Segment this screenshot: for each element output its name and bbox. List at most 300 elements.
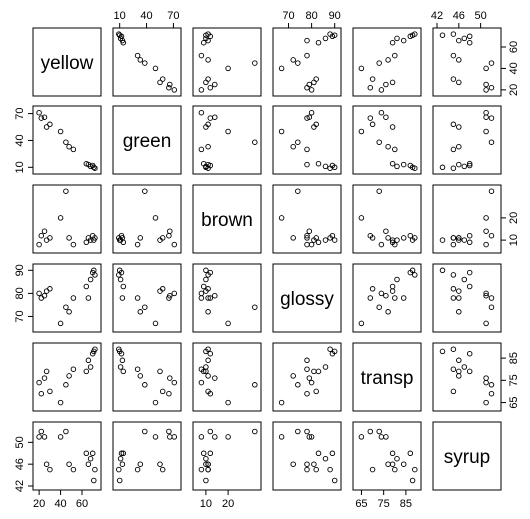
- point-green-transp-1: [167, 391, 172, 396]
- point-transp-glossy-4: [370, 287, 375, 292]
- point-syrup-transp-12: [467, 351, 472, 356]
- point-transp-brown-11: [395, 238, 400, 243]
- panel-green-vs-transp: [353, 106, 421, 174]
- point-green-yellow-7: [138, 58, 143, 63]
- point-yellow-transp-3: [44, 369, 49, 374]
- tick-label-yellow-40: 40: [507, 62, 520, 75]
- point-transp-syrup-2: [384, 435, 389, 440]
- point-syrup-yellow-2: [484, 82, 489, 87]
- point-green-glossy-9: [121, 284, 126, 289]
- point-yellow-syrup-9: [84, 451, 89, 456]
- point-transp-glossy-14: [413, 273, 418, 278]
- point-green-transp-6: [143, 383, 148, 388]
- point-green-syrup-14: [117, 467, 122, 472]
- point-transp-syrup-14: [413, 467, 418, 472]
- point-syrup-glossy-5: [484, 321, 489, 326]
- point-glossy-brown-11: [323, 238, 328, 243]
- point-glossy-transp-14: [328, 347, 333, 352]
- point-yellow-glossy-9: [84, 284, 89, 289]
- point-green-glossy-6: [143, 305, 148, 310]
- point-yellow-transp-1: [39, 391, 44, 396]
- point-yellow-syrup-2: [42, 435, 47, 440]
- point-syrup-transp-0: [484, 380, 489, 385]
- point-yellow-glossy-11: [88, 277, 93, 282]
- point-green-transp-0: [172, 380, 177, 385]
- point-syrup-yellow-0: [484, 88, 489, 93]
- point-transp-brown-2: [384, 229, 389, 234]
- point-yellow-glossy-1: [39, 296, 44, 301]
- point-transp-yellow-5: [359, 66, 364, 71]
- panel-green-vs-green: [113, 106, 181, 174]
- tick-label-glossy-90: 90: [13, 264, 26, 277]
- panel-brown-vs-yellow: [33, 185, 101, 253]
- point-syrup-brown-6: [489, 189, 494, 194]
- point-syrup-transp-8: [451, 367, 456, 372]
- point-green-glossy-10: [120, 296, 125, 301]
- tick-label-transp-85: 85: [507, 351, 520, 365]
- point-green-brown-6: [143, 189, 148, 194]
- point-brown-syrup-0: [199, 435, 204, 440]
- axis-left-syrup: [14, 436, 33, 492]
- point-syrup-transp-1: [489, 391, 494, 396]
- point-brown-glossy-9: [201, 284, 206, 289]
- point-syrup-green-4: [451, 122, 456, 127]
- point-yellow-glossy-3: [44, 289, 49, 294]
- point-transp-syrup-0: [379, 435, 384, 440]
- tick-label-transp-65: 65: [355, 498, 368, 510]
- point-glossy-transp-7: [291, 374, 296, 379]
- point-yellow-transp-7: [67, 374, 72, 379]
- point-transp-yellow-7: [386, 58, 391, 63]
- point-transp-yellow-1: [368, 85, 373, 90]
- point-glossy-yellow-3: [312, 80, 317, 85]
- point-glossy-green-6: [296, 140, 301, 145]
- point-yellow-transp-5: [58, 400, 63, 405]
- point-glossy-brown-8: [305, 242, 310, 247]
- point-transp-yellow-4: [370, 77, 375, 82]
- tick-label-transp-65: 65: [507, 396, 520, 409]
- point-transp-syrup-4: [370, 467, 375, 472]
- point-green-transp-4: [160, 389, 165, 394]
- point-transp-green-3: [390, 125, 395, 130]
- point-glossy-transp-4: [314, 389, 319, 394]
- panel-brown-vs-transp: [353, 185, 421, 253]
- point-brown-syrup-8: [199, 467, 204, 472]
- point-transp-green-5: [359, 129, 364, 134]
- point-transp-syrup-5: [359, 435, 364, 440]
- point-green-transp-11: [118, 365, 123, 370]
- point-glossy-brown-13: [332, 238, 337, 243]
- point-green-brown-5: [153, 216, 158, 221]
- point-syrup-brown-13: [440, 238, 445, 243]
- tick-label-brown-20: 20: [507, 211, 520, 225]
- point-yellow-glossy-5: [58, 321, 63, 326]
- panel-frame: [433, 264, 501, 332]
- point-transp-syrup-12: [408, 451, 413, 456]
- panel-frame: [113, 185, 181, 253]
- point-green-syrup-10: [120, 462, 125, 467]
- tick-label-syrup-46: 46: [452, 10, 465, 22]
- point-green-yellow-1: [167, 85, 172, 90]
- point-green-syrup-6: [143, 429, 148, 434]
- panel-glossy-vs-syrup: [433, 264, 501, 332]
- tick-label-green-40: 40: [13, 134, 26, 147]
- point-transp-syrup-3: [390, 462, 395, 467]
- point-transp-glossy-1: [368, 296, 373, 301]
- point-syrup-brown-14: [451, 236, 456, 241]
- point-transp-glossy-7: [386, 310, 391, 315]
- point-transp-brown-12: [408, 233, 413, 238]
- point-glossy-green-0: [309, 110, 314, 115]
- tick-label-yellow-60: 60: [75, 498, 89, 510]
- point-green-syrup-4: [160, 467, 165, 472]
- point-transp-syrup-1: [368, 429, 373, 434]
- point-glossy-brown-2: [307, 229, 312, 234]
- tick-label-syrup-42: 42: [430, 10, 444, 22]
- point-green-yellow-8: [135, 53, 140, 58]
- point-yellow-brown-5: [58, 216, 63, 221]
- point-yellow-brown-3: [44, 238, 49, 243]
- panel-glossy-vs-green: [113, 264, 181, 332]
- point-brown-syrup-14: [206, 467, 211, 472]
- point-brown-syrup-11: [204, 456, 209, 461]
- point-brown-syrup-2: [213, 435, 218, 440]
- point-yellow-green-1: [39, 116, 44, 121]
- panel-syrup-vs-yellow: [33, 422, 101, 490]
- point-syrup-transp-5: [484, 400, 489, 405]
- point-syrup-glossy-7: [457, 310, 462, 315]
- point-transp-brown-5: [359, 216, 364, 221]
- tick-label-brown-10: 10: [199, 498, 213, 510]
- point-green-syrup-5: [153, 435, 158, 440]
- point-brown-yellow-8: [199, 53, 204, 58]
- point-yellow-transp-8: [71, 367, 76, 372]
- point-glossy-syrup-8: [305, 467, 310, 472]
- axis-top-green: [114, 10, 180, 28]
- point-glossy-transp-8: [305, 367, 310, 372]
- point-syrup-yellow-3: [457, 80, 462, 85]
- point-glossy-brown-0: [309, 242, 314, 247]
- panel-green-vs-syrup: [433, 106, 501, 174]
- point-glossy-yellow-6: [296, 61, 301, 66]
- point-green-transp-5: [153, 400, 158, 405]
- point-green-glossy-5: [153, 321, 158, 326]
- point-yellow-transp-0: [37, 380, 42, 385]
- axis-top-syrup: [431, 10, 487, 28]
- panel-syrup-vs-green: [113, 422, 181, 490]
- point-yellow-glossy-8: [71, 296, 76, 301]
- point-glossy-green-11: [323, 164, 328, 169]
- point-green-transp-7: [138, 374, 143, 379]
- panel-green-vs-brown: [193, 106, 261, 174]
- point-yellow-glossy-4: [48, 287, 53, 292]
- tick-label-syrup-46: 46: [13, 458, 26, 471]
- point-syrup-brown-9: [467, 240, 472, 245]
- point-syrup-green-0: [484, 110, 489, 115]
- point-transp-glossy-0: [379, 291, 384, 296]
- tick-label-transp-75: 75: [377, 498, 390, 510]
- point-transp-brown-7: [386, 236, 391, 241]
- point-syrup-yellow-14: [451, 32, 456, 37]
- point-green-glossy-0: [172, 291, 177, 296]
- point-yellow-syrup-11: [88, 456, 93, 461]
- variable-label-syrup: syrup: [443, 447, 491, 468]
- point-brown-yellow-6: [253, 61, 258, 66]
- point-brown-syrup-12: [208, 451, 213, 456]
- point-syrup-green-6: [489, 140, 494, 145]
- point-brown-transp-0: [199, 380, 204, 385]
- point-syrup-yellow-7: [457, 58, 462, 63]
- point-transp-yellow-2: [384, 82, 389, 87]
- point-green-yellow-6: [143, 61, 148, 66]
- point-brown-green-6: [253, 140, 258, 145]
- axis-bottom-transp: [355, 490, 412, 510]
- point-transp-syrup-7: [386, 462, 391, 467]
- point-glossy-transp-2: [307, 376, 312, 381]
- point-syrup-transp-7: [457, 374, 462, 379]
- point-green-transp-2: [168, 376, 173, 381]
- point-transp-syrup-13: [410, 478, 415, 483]
- point-transp-green-8: [393, 147, 398, 152]
- tick-label-glossy-70: 70: [13, 310, 26, 323]
- tick-label-yellow-40: 40: [54, 498, 67, 510]
- axis-left-green: [14, 107, 33, 173]
- tick-label-syrup-42: 42: [13, 479, 26, 493]
- point-yellow-syrup-10: [86, 462, 91, 467]
- point-glossy-yellow-7: [291, 58, 296, 63]
- point-yellow-brown-1: [39, 233, 44, 238]
- point-yellow-glossy-7: [67, 310, 72, 315]
- point-glossy-green-7: [291, 144, 296, 149]
- point-yellow-transp-6: [64, 383, 69, 388]
- point-yellow-brown-7: [67, 236, 72, 241]
- point-transp-green-4: [370, 122, 375, 127]
- point-glossy-syrup-13: [332, 478, 337, 483]
- tick-label-green-40: 40: [140, 10, 153, 22]
- point-brown-yellow-5: [226, 66, 231, 71]
- point-yellow-green-5: [58, 129, 63, 134]
- point-green-glossy-8: [135, 296, 140, 301]
- point-syrup-transp-10: [457, 358, 462, 363]
- point-green-syrup-13: [117, 478, 122, 483]
- point-glossy-yellow-9: [316, 40, 321, 45]
- panel-brown-vs-green: [113, 185, 181, 253]
- point-yellow-brown-2: [42, 229, 47, 234]
- point-syrup-brown-2: [484, 229, 489, 234]
- point-syrup-transp-4: [451, 389, 456, 394]
- point-syrup-green-13: [440, 165, 445, 170]
- point-syrup-transp-9: [467, 369, 472, 374]
- point-syrup-glossy-6: [489, 305, 494, 310]
- point-syrup-brown-5: [484, 216, 489, 221]
- point-glossy-transp-6: [296, 383, 301, 388]
- point-glossy-syrup-12: [330, 451, 335, 456]
- point-yellow-syrup-6: [64, 429, 69, 434]
- point-syrup-green-10: [457, 162, 462, 167]
- point-transp-glossy-11: [395, 277, 400, 282]
- point-glossy-transp-3: [312, 369, 317, 374]
- tick-label-syrup-50: 50: [474, 10, 487, 22]
- panel-yellow-vs-yellow: [33, 28, 101, 96]
- tick-label-glossy-80: 80: [13, 287, 26, 300]
- point-green-yellow-2: [168, 82, 173, 87]
- point-green-syrup-3: [158, 462, 163, 467]
- panel-glossy-vs-glossy: [273, 264, 341, 332]
- point-syrup-yellow-10: [457, 38, 462, 43]
- point-yellow-transp-9: [84, 369, 89, 374]
- axis-right-brown: [501, 212, 520, 246]
- point-glossy-transp-1: [305, 391, 310, 396]
- point-green-yellow-5: [153, 66, 158, 71]
- point-syrup-brown-8: [451, 242, 456, 247]
- point-brown-yellow-1: [208, 85, 213, 90]
- panel-yellow-vs-glossy: [273, 28, 341, 96]
- point-syrup-transp-14: [451, 347, 456, 352]
- point-transp-glossy-8: [393, 296, 398, 301]
- point-transp-glossy-3: [390, 289, 395, 294]
- point-glossy-transp-11: [323, 365, 328, 370]
- point-brown-glossy-2: [213, 293, 218, 298]
- point-transp-yellow-11: [395, 36, 400, 41]
- point-glossy-yellow-1: [305, 85, 310, 90]
- point-syrup-green-11: [462, 164, 467, 169]
- point-yellow-brown-0: [37, 242, 42, 247]
- point-brown-green-8: [199, 147, 204, 152]
- point-syrup-yellow-11: [462, 36, 467, 41]
- axis-bottom-yellow: [33, 490, 88, 510]
- point-syrup-green-5: [484, 129, 489, 134]
- point-glossy-syrup-10: [305, 462, 310, 467]
- tick-label-green-10: 10: [13, 161, 26, 174]
- point-syrup-brown-12: [467, 233, 472, 238]
- point-brown-yellow-2: [213, 82, 218, 87]
- point-glossy-yellow-2: [307, 82, 312, 87]
- point-glossy-green-10: [305, 162, 310, 167]
- panel-transp-vs-brown: [193, 343, 261, 411]
- point-yellow-syrup-5: [58, 435, 63, 440]
- point-transp-glossy-2: [384, 293, 389, 298]
- point-glossy-transp-10: [305, 358, 310, 363]
- point-brown-transp-12: [208, 351, 213, 356]
- variable-label-yellow: yellow: [40, 53, 94, 74]
- tick-label-green-70: 70: [13, 107, 26, 120]
- point-glossy-transp-0: [309, 380, 314, 385]
- panel-frame: [113, 343, 181, 411]
- point-syrup-glossy-12: [467, 270, 472, 275]
- point-syrup-brown-11: [462, 238, 467, 243]
- point-green-syrup-2: [168, 435, 173, 440]
- point-green-yellow-4: [160, 77, 165, 82]
- panel-frame: [273, 422, 341, 490]
- point-syrup-transp-13: [440, 349, 445, 354]
- panel-syrup-vs-transp: [353, 422, 421, 490]
- point-syrup-green-2: [484, 115, 489, 120]
- point-transp-syrup-11: [395, 456, 400, 461]
- point-syrup-glossy-13: [440, 268, 445, 273]
- point-transp-brown-6: [377, 189, 382, 194]
- variable-label-green: green: [122, 131, 172, 152]
- panel-transp-vs-glossy: [273, 343, 341, 411]
- point-transp-yellow-0: [379, 88, 384, 93]
- point-green-brown-7: [138, 236, 143, 241]
- point-syrup-glossy-4: [451, 287, 456, 292]
- point-yellow-green-6: [64, 140, 69, 145]
- point-glossy-syrup-9: [316, 451, 321, 456]
- point-syrup-glossy-1: [489, 296, 494, 301]
- point-green-syrup-7: [138, 462, 143, 467]
- point-transp-green-10: [401, 162, 406, 167]
- tick-label-glossy-80: 80: [305, 10, 318, 22]
- point-yellow-syrup-0: [37, 435, 42, 440]
- point-yellow-syrup-4: [48, 467, 53, 472]
- tick-label-yellow-60: 60: [507, 40, 520, 54]
- point-yellow-transp-4: [48, 389, 53, 394]
- panel-glossy-vs-brown: [193, 264, 261, 332]
- point-yellow-brown-6: [64, 189, 69, 194]
- point-green-glossy-11: [118, 277, 123, 282]
- point-yellow-syrup-13: [92, 478, 97, 483]
- point-brown-glossy-0: [199, 291, 204, 296]
- point-transp-glossy-6: [377, 305, 382, 310]
- point-yellow-syrup-8: [71, 467, 76, 472]
- panel-brown-vs-brown: [193, 185, 261, 253]
- point-syrup-yellow-4: [451, 77, 456, 82]
- tick-label-transp-85: 85: [399, 498, 413, 510]
- point-glossy-syrup-11: [323, 456, 328, 461]
- point-brown-glossy-11: [204, 277, 209, 282]
- point-transp-green-6: [377, 140, 382, 145]
- tick-label-yellow-20: 20: [33, 498, 46, 510]
- point-yellow-syrup-7: [67, 462, 72, 467]
- point-glossy-green-5: [279, 129, 284, 134]
- point-green-transp-10: [120, 358, 125, 363]
- point-syrup-yellow-12: [467, 34, 472, 39]
- point-transp-green-7: [386, 144, 391, 149]
- point-syrup-green-8: [451, 147, 456, 152]
- point-syrup-glossy-3: [457, 289, 462, 294]
- point-glossy-syrup-6: [296, 429, 301, 434]
- panel-green-vs-yellow: [33, 106, 101, 174]
- point-brown-transp-11: [204, 365, 209, 370]
- point-syrup-glossy-10: [457, 296, 462, 301]
- point-green-yellow-0: [172, 88, 177, 93]
- axis-right-transp: [501, 352, 520, 409]
- point-yellow-green-8: [71, 147, 76, 152]
- point-yellow-brown-4: [48, 236, 53, 241]
- point-transp-glossy-9: [390, 284, 395, 289]
- tick-label-green-10: 10: [113, 10, 126, 22]
- point-brown-green-5: [226, 129, 231, 134]
- point-yellow-green-2: [42, 115, 47, 120]
- point-brown-green-2: [213, 115, 218, 120]
- point-syrup-yellow-6: [489, 61, 494, 66]
- tick-label-syrup-50: 50: [13, 436, 26, 449]
- panel-frame: [193, 106, 261, 174]
- point-glossy-yellow-0: [309, 88, 314, 93]
- axis-right-yellow: [501, 41, 520, 96]
- point-yellow-glossy-6: [64, 305, 69, 310]
- point-transp-syrup-10: [401, 462, 406, 467]
- point-green-transp-9: [121, 369, 126, 374]
- point-syrup-green-7: [457, 144, 462, 149]
- point-glossy-syrup-4: [314, 467, 319, 472]
- point-transp-yellow-9: [390, 40, 395, 45]
- point-syrup-yellow-8: [451, 53, 456, 58]
- point-syrup-brown-0: [484, 242, 489, 247]
- point-syrup-transp-3: [457, 369, 462, 374]
- variable-label-transp: transp: [360, 368, 414, 389]
- point-syrup-glossy-8: [451, 296, 456, 301]
